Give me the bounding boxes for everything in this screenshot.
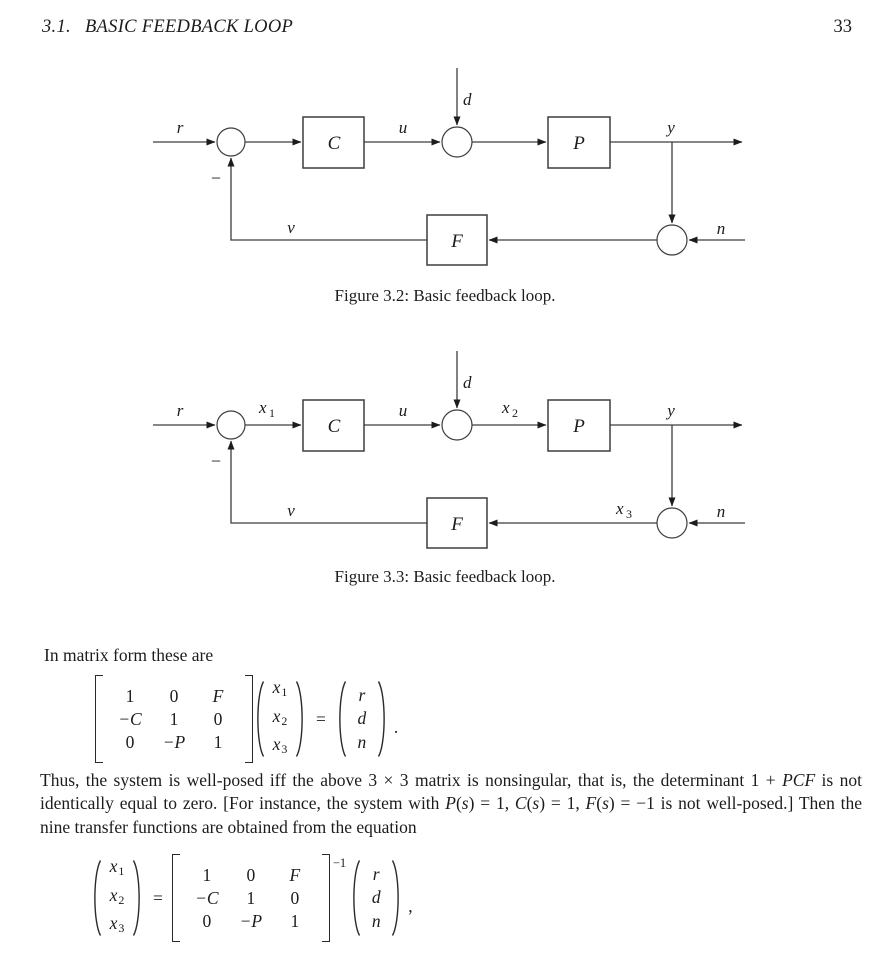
matrix-cell: 1 bbox=[169, 708, 179, 729]
vector-entry: n bbox=[357, 731, 367, 752]
matrix-cell: −P bbox=[162, 731, 186, 752]
system-matrix bbox=[185, 864, 317, 933]
summing-junction-mid bbox=[442, 410, 472, 440]
summing-junction-left bbox=[217, 128, 245, 156]
equals-sign: = bbox=[316, 708, 326, 729]
block-P-label: P bbox=[573, 416, 585, 437]
vector-entry: $x_2$ bbox=[272, 705, 288, 728]
right-paren bbox=[131, 858, 144, 938]
vector-entry: $x_3$ bbox=[272, 734, 288, 757]
state-label-x3: x bbox=[616, 499, 624, 518]
right-paren bbox=[376, 679, 389, 759]
signal-label-r: r bbox=[176, 401, 184, 420]
summing-junction-right bbox=[657, 508, 687, 538]
left-paren bbox=[253, 679, 266, 759]
equation-transfer-functions bbox=[90, 854, 413, 942]
matrix-cell: −C bbox=[118, 708, 142, 729]
state-label-x3-sub: 3 bbox=[626, 507, 632, 521]
state-vector bbox=[104, 855, 130, 941]
signal-label-u: u bbox=[398, 401, 408, 420]
matrix-cell: 0 bbox=[202, 910, 212, 931]
right-bracket bbox=[322, 854, 330, 942]
matrix-cell: 0 bbox=[246, 864, 256, 885]
signal-label-d: d bbox=[463, 373, 472, 392]
matrix-cell: F bbox=[289, 864, 301, 885]
matrix-cell: 1 bbox=[213, 731, 223, 752]
inverse-exponent: −1 bbox=[332, 856, 347, 870]
block-F-label: F bbox=[451, 231, 463, 252]
minus-sign: − bbox=[210, 168, 222, 188]
equation-comma: , bbox=[408, 895, 413, 916]
vector-entry: d bbox=[371, 887, 381, 908]
minus-sign: − bbox=[210, 451, 222, 471]
section-number: 3.1. bbox=[42, 17, 71, 37]
state-label-x1-sub: 1 bbox=[269, 406, 275, 420]
matrix-cell: 0 bbox=[125, 731, 135, 752]
matrix-cell: −P bbox=[239, 910, 263, 931]
vector-entry: $x_1$ bbox=[272, 677, 288, 700]
equals-sign: = bbox=[153, 887, 163, 908]
left-paren bbox=[335, 679, 348, 759]
block-F-label: F bbox=[451, 514, 463, 535]
right-paren bbox=[294, 679, 307, 759]
figure-3-3-diagram bbox=[0, 343, 890, 558]
matrix-cell: 1 bbox=[246, 887, 256, 908]
signal-label-n: n bbox=[716, 219, 726, 238]
state-vector bbox=[267, 676, 293, 762]
matrix-cell: 1 bbox=[125, 685, 135, 706]
figure-3-3-caption: Figure 3.3: Basic feedback loop. bbox=[334, 567, 556, 586]
vector-entry: $x_3$ bbox=[109, 913, 125, 936]
vector-entry: $x_2$ bbox=[109, 884, 125, 907]
signal-label-r: r bbox=[176, 118, 184, 137]
section-heading bbox=[42, 17, 293, 38]
right-paren bbox=[390, 858, 403, 938]
body-paragraph: Thus, the system is well-posed iff the above 3 × 3 matrix is nonsingular, that is, the determinant 1 + PCF is not identically equal to zero. [For instance, the system with P(s) = 1, C(s) = 1, F(s) = −1 is not well-posed.] Then the nine transfer functions are obtained from the equation bbox=[40, 770, 863, 837]
signal-label-v: v bbox=[287, 501, 295, 520]
feedback-line-v bbox=[231, 441, 427, 523]
left-paren bbox=[90, 858, 103, 938]
block-C-label: C bbox=[327, 133, 341, 154]
matrix-cell: 0 bbox=[169, 685, 179, 706]
page-number: 33 bbox=[833, 17, 852, 37]
block-P-label: P bbox=[573, 133, 585, 154]
matrix-cell: 0 bbox=[213, 708, 223, 729]
signal-label-v: v bbox=[287, 218, 295, 237]
input-vector bbox=[349, 684, 375, 755]
matrix-intro-text: In matrix form these are bbox=[44, 645, 214, 665]
matrix-cell: 0 bbox=[290, 887, 300, 908]
summing-junction-mid bbox=[442, 127, 472, 157]
block-C-label: C bbox=[327, 416, 341, 437]
summing-junction-left bbox=[217, 411, 245, 439]
matrix-cell: −C bbox=[195, 887, 219, 908]
left-bracket bbox=[95, 675, 103, 763]
signal-label-y: y bbox=[667, 118, 675, 137]
input-vector bbox=[363, 863, 389, 934]
figure-3-2-diagram bbox=[0, 60, 890, 275]
vector-entry: r bbox=[372, 863, 380, 884]
system-matrix bbox=[108, 685, 240, 754]
left-bracket bbox=[172, 854, 180, 942]
page-header bbox=[42, 17, 852, 38]
state-label-x1: x bbox=[259, 398, 267, 417]
signal-label-d: d bbox=[463, 90, 472, 109]
vector-entry: n bbox=[371, 910, 381, 931]
equation-matrix-form bbox=[95, 675, 398, 763]
section-title: BASIC FEEDBACK LOOP bbox=[84, 17, 294, 37]
matrix-cell: 1 bbox=[290, 910, 300, 931]
summing-junction-right bbox=[657, 225, 687, 255]
signal-label-y: y bbox=[667, 401, 675, 420]
right-bracket bbox=[245, 675, 253, 763]
vector-entry: d bbox=[357, 708, 367, 729]
state-label-x2-sub: 2 bbox=[512, 406, 518, 420]
matrix-cell: 1 bbox=[202, 864, 212, 885]
figure-3-2-caption: Figure 3.2: Basic feedback loop. bbox=[334, 286, 556, 305]
vector-entry: $x_1$ bbox=[109, 856, 125, 879]
matrix-cell: F bbox=[212, 685, 224, 706]
state-label-x2: x bbox=[502, 398, 510, 417]
signal-label-n: n bbox=[716, 502, 726, 521]
signal-label-u: u bbox=[398, 118, 408, 137]
feedback-line-v bbox=[231, 158, 427, 240]
vector-entry: r bbox=[358, 684, 366, 705]
equation-period: . bbox=[393, 716, 399, 737]
left-paren bbox=[349, 858, 362, 938]
